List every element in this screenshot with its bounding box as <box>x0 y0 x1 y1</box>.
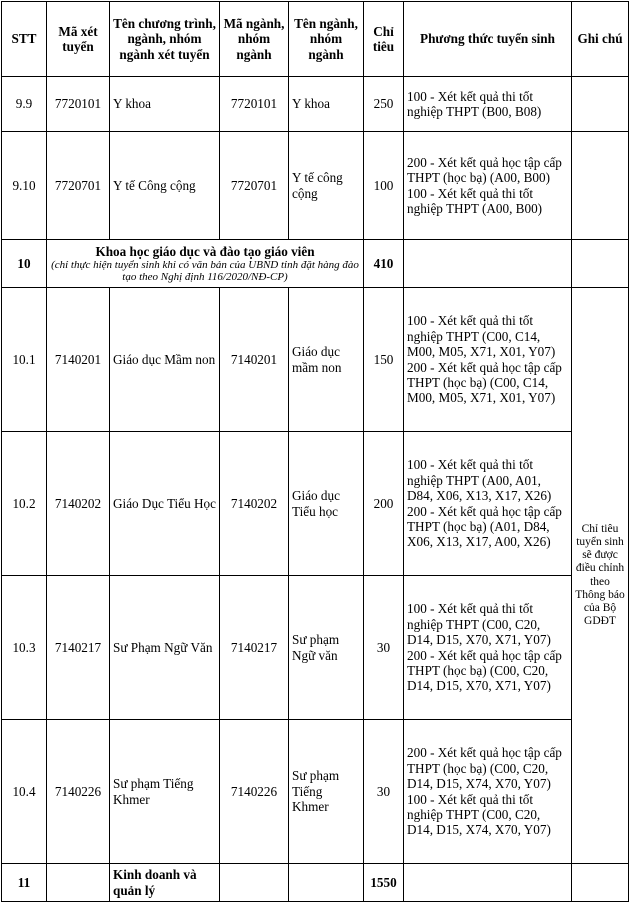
row-ma-xet-tuyen: 7140217 <box>47 576 110 720</box>
row-ma-xet-tuyen: 7720101 <box>47 77 110 132</box>
row-stt: 10.3 <box>2 576 47 720</box>
row-ten-chuong-trinh: Y khoa <box>110 77 220 132</box>
note-cell: Chỉ tiêu tuyển sinh sẽ được điều chỉnh theo Thông báo của Bộ GDĐT <box>572 288 629 864</box>
row-ma-nganh: 7720701 <box>220 132 289 240</box>
row-phuong-thuc <box>404 720 572 864</box>
row-stt: 10.2 <box>2 432 47 576</box>
section-stt: 11 <box>2 864 47 902</box>
row-ten-chuong-trinh: Sư Phạm Ngữ Văn <box>110 576 220 720</box>
row-phuong-thuc <box>404 288 572 432</box>
section-chi-tieu: 410 <box>364 240 404 288</box>
header-row <box>2 2 629 77</box>
section-phuong-thuc <box>404 864 572 902</box>
row-ma-nganh: 7140202 <box>220 432 289 576</box>
section-stt: 10 <box>2 240 47 288</box>
table-row <box>2 288 629 432</box>
method-line: 200 - Xét kết quả học tập cấp THPT (học bạ) (C00, C20, D14, D15, X70, X71, Y07) <box>407 647 562 694</box>
section-ghi-chu <box>572 240 629 288</box>
section-ma-xet-tuyen <box>47 864 110 902</box>
row-chi-tieu: 150 <box>364 288 404 432</box>
row-chi-tieu: 250 <box>364 77 404 132</box>
method-line: 100 - Xét kết quả thi tốt nghiệp THPT (B00, B08) <box>407 88 542 119</box>
header-ten-chuong-trinh: Tên chương trình, ngành, nhóm ngành xét tuyển <box>110 2 220 77</box>
method-line: 100 - Xét kết quả thi tốt nghiệp THPT (A00, B00) <box>407 185 543 216</box>
section-row <box>2 864 629 902</box>
row-ma-xet-tuyen: 7140201 <box>47 288 110 432</box>
table-row <box>2 576 629 720</box>
row-ma-nganh: 7140217 <box>220 576 289 720</box>
method-line: 100 - Xét kết quả thi tốt nghiệp THPT (A00, A01, D84, X06, X13, X17, X26) <box>407 457 552 504</box>
header-stt: STT <box>2 2 47 77</box>
table-row <box>2 720 629 864</box>
row-ten-nganh: Y khoa <box>289 77 364 132</box>
method-line: 200 - Xét kết quả học tập cấp THPT (học bạ) (C00, C14, M00, M05, X71, X01, Y07) <box>407 359 562 406</box>
section-chi-tieu: 1550 <box>364 864 404 902</box>
row-chi-tieu: 30 <box>364 576 404 720</box>
row-chi-tieu: 200 <box>364 432 404 576</box>
row-stt: 10.1 <box>2 288 47 432</box>
row-ten-chuong-trinh: Y tế Công cộng <box>110 132 220 240</box>
row-ma-nganh: 7140201 <box>220 288 289 432</box>
row-ma-xet-tuyen: 7720701 <box>47 132 110 240</box>
table-row <box>2 132 629 240</box>
row-ten-chuong-trinh: Sư phạm Tiếng Khmer <box>110 720 220 864</box>
section-title: Khoa học giáo dục và đào tạo giáo viên <box>95 243 315 259</box>
method-line: 100 - Xét kết quả thi tốt nghiệp THPT (C00, C14, M00, M05, X71, X01, Y07) <box>407 313 556 360</box>
section-title: Kinh doanh và quản lý <box>110 864 220 902</box>
row-ten-nganh: Sư phạm Tiếng Khmer <box>289 720 364 864</box>
row-stt: 10.4 <box>2 720 47 864</box>
row-ten-nganh: Y tế công cộng <box>289 132 364 240</box>
row-ten-nganh: Giáo dục mầm non <box>289 288 364 432</box>
method-line: 200 - Xét kết quả học tập cấp THPT (học bạ) (A00, B00) <box>407 154 562 186</box>
row-chi-tieu: 100 <box>364 132 404 240</box>
table-row <box>2 432 629 576</box>
row-ghi-chu <box>572 77 629 132</box>
row-phuong-thuc <box>404 576 572 720</box>
row-phuong-thuc <box>404 132 572 240</box>
header-ten-nganh: Tên ngành, nhóm ngành <box>289 2 364 77</box>
row-ma-nganh: 7140226 <box>220 720 289 864</box>
row-chi-tieu: 30 <box>364 720 404 864</box>
row-ten-chuong-trinh: Giáo Dục Tiểu Học <box>110 432 220 576</box>
header-ma-xet-tuyen: Mã xét tuyển <box>47 2 110 77</box>
row-ten-nganh: Sư phạm Ngữ văn <box>289 576 364 720</box>
method-line: 200 - Xét kết quả học tập cấp THPT (học bạ) (A01, D84, X06, X13, X17, A00, X26) <box>407 503 562 550</box>
section-row <box>2 240 629 288</box>
method-line: 200 - Xét kết quả học tập cấp THPT (học bạ) (C00, C20, D14, D15, X74, X70, Y07) <box>407 745 562 792</box>
header-ghi-chu: Ghi chú <box>572 2 629 77</box>
section-title-cell <box>47 240 364 288</box>
row-ten-nganh: Giáo dục Tiểu học <box>289 432 364 576</box>
header-chi-tieu: Chỉ tiêu <box>364 2 404 77</box>
row-stt: 9.9 <box>2 77 47 132</box>
section-phuong-thuc <box>404 240 572 288</box>
method-line: 100 - Xét kết quả thi tốt nghiệp THPT (C00, C20, D14, D15, X70, X71, Y07) <box>407 601 551 648</box>
row-phuong-thuc <box>404 432 572 576</box>
header-ma-nganh: Mã ngành, nhóm ngành <box>220 2 289 77</box>
admissions-table <box>1 1 629 902</box>
row-ghi-chu <box>572 132 629 240</box>
section-ghi-chu <box>572 864 629 902</box>
section-note: (chỉ thực hiện tuyển sinh khi có văn bản của UBND tỉnh đặt hàng đào tạo theo Nghị định 116/2020/NĐ-CP) <box>51 259 359 284</box>
row-stt: 9.10 <box>2 132 47 240</box>
method-line: 100 - Xét kết quả thi tốt nghiệp THPT (C00, C20, D14, D15, X74, X70, Y07) <box>407 791 551 838</box>
header-phuong-thuc: Phương thức tuyển sinh <box>404 2 572 77</box>
table-row <box>2 77 629 132</box>
row-phuong-thuc <box>404 77 572 132</box>
section-ma-nganh <box>220 864 289 902</box>
row-ma-xet-tuyen: 7140226 <box>47 720 110 864</box>
row-ma-nganh: 7720101 <box>220 77 289 132</box>
section-ten-nganh <box>289 864 364 902</box>
row-ma-xet-tuyen: 7140202 <box>47 432 110 576</box>
row-ten-chuong-trinh: Giáo dục Mầm non <box>110 288 220 432</box>
